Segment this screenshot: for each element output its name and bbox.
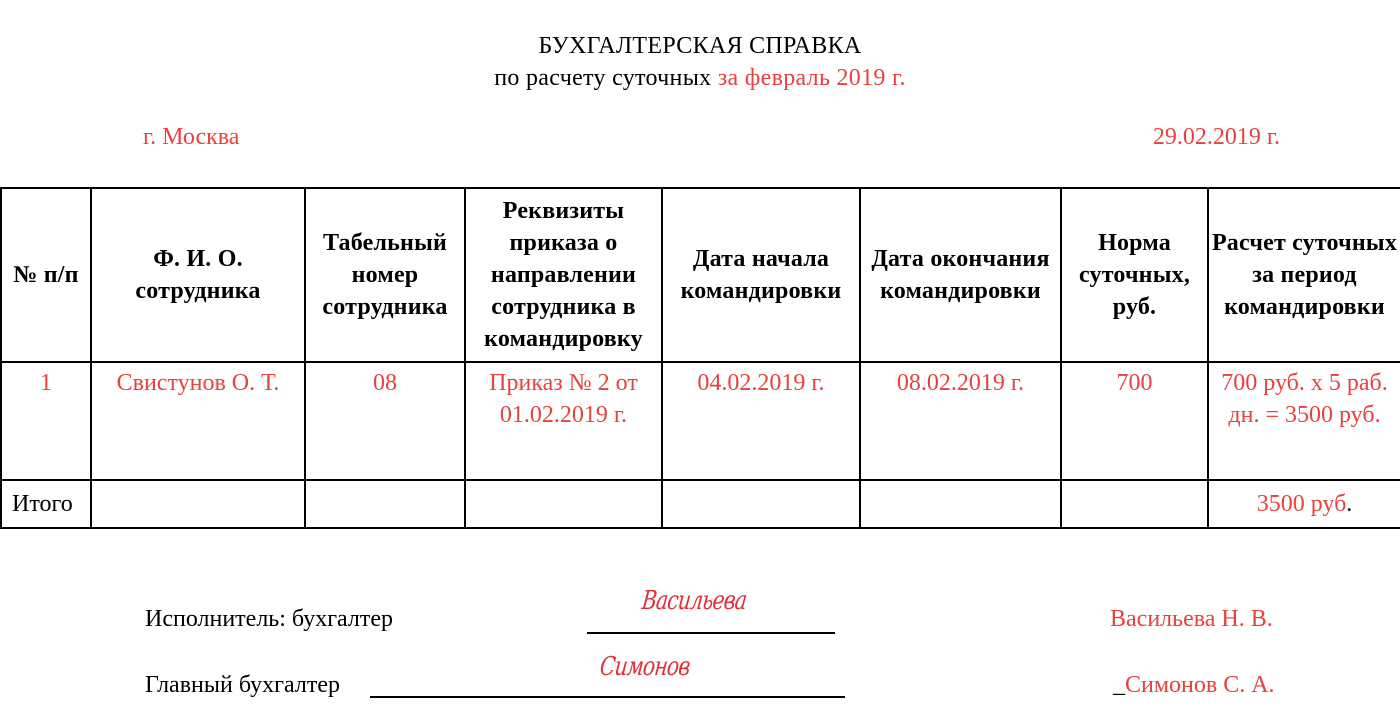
executor-label: Исполнитель: бухгалтер — [145, 606, 394, 632]
total-empty-cell — [465, 480, 662, 528]
cell-end: 08.02.2019 г. — [860, 362, 1061, 480]
table-header-row — [1, 188, 1400, 362]
document-subtitle — [0, 62, 1400, 94]
document-title: БУХГАЛТЕРСКАЯ СПРАВКА — [538, 33, 862, 59]
total-value: 3500 руб — [1256, 491, 1347, 517]
total-empty-cell — [305, 480, 465, 528]
header-cell-num: № п/п — [1, 188, 91, 362]
document-place: г. Москва — [143, 124, 240, 150]
subtitle-period: за февраль 2019 г. — [717, 65, 906, 91]
executor-signature: Васильева — [640, 586, 748, 616]
chief-name-line — [1113, 672, 1275, 699]
executor-name: Васильева Н. В. — [1110, 606, 1273, 632]
total-row — [1, 480, 1400, 528]
document-date: 29.02.2019 г. — [1152, 124, 1280, 150]
header-cell-calc: Расчет суточных за период командировки — [1208, 188, 1400, 362]
executor-signature-line — [587, 632, 835, 634]
cell-tab-num: 08 — [305, 362, 465, 480]
cell-order: Приказ № 2 от 01.02.2019 г. — [465, 362, 662, 480]
total-label: Итого — [1, 480, 91, 528]
cell-norm: 700 — [1061, 362, 1208, 480]
chief-signature-line — [370, 696, 845, 698]
cell-start: 04.02.2019 г. — [662, 362, 860, 480]
header-cell-start: Дата начала командировки — [662, 188, 860, 362]
total-value-cell — [1208, 480, 1400, 528]
chief-signature: Симонов — [598, 652, 692, 682]
total-empty-cell — [1061, 480, 1208, 528]
total-empty-cell — [860, 480, 1061, 528]
subtitle-prefix: по расчету суточных — [494, 65, 712, 91]
header-cell-name: Ф. И. О. сотрудника — [91, 188, 305, 362]
header-cell-tab-num: Табельный номер сотрудника — [305, 188, 465, 362]
document-title-block — [0, 30, 1400, 94]
table-row — [1, 362, 1400, 480]
header-cell-order: Реквизиты приказа о направлении сотрудника в командировку — [465, 188, 662, 362]
chief-name-prefix: _ — [1113, 672, 1125, 698]
chief-name: Симонов С. А. — [1125, 672, 1275, 698]
total-empty-cell — [662, 480, 860, 528]
header-cell-norm: Норма суточных, руб. — [1061, 188, 1208, 362]
cell-calc: 700 руб. х 5 раб. дн. = 3500 руб. — [1208, 362, 1400, 480]
header-cell-end: Дата окончания командировки — [860, 188, 1061, 362]
cell-num: 1 — [1, 362, 91, 480]
chief-label: Главный бухгалтер — [145, 672, 340, 698]
per-diem-table — [0, 187, 1400, 529]
cell-name: Свистунов О. Т. — [91, 362, 305, 480]
total-empty-cell — [91, 480, 305, 528]
total-dot: . — [1346, 491, 1353, 517]
